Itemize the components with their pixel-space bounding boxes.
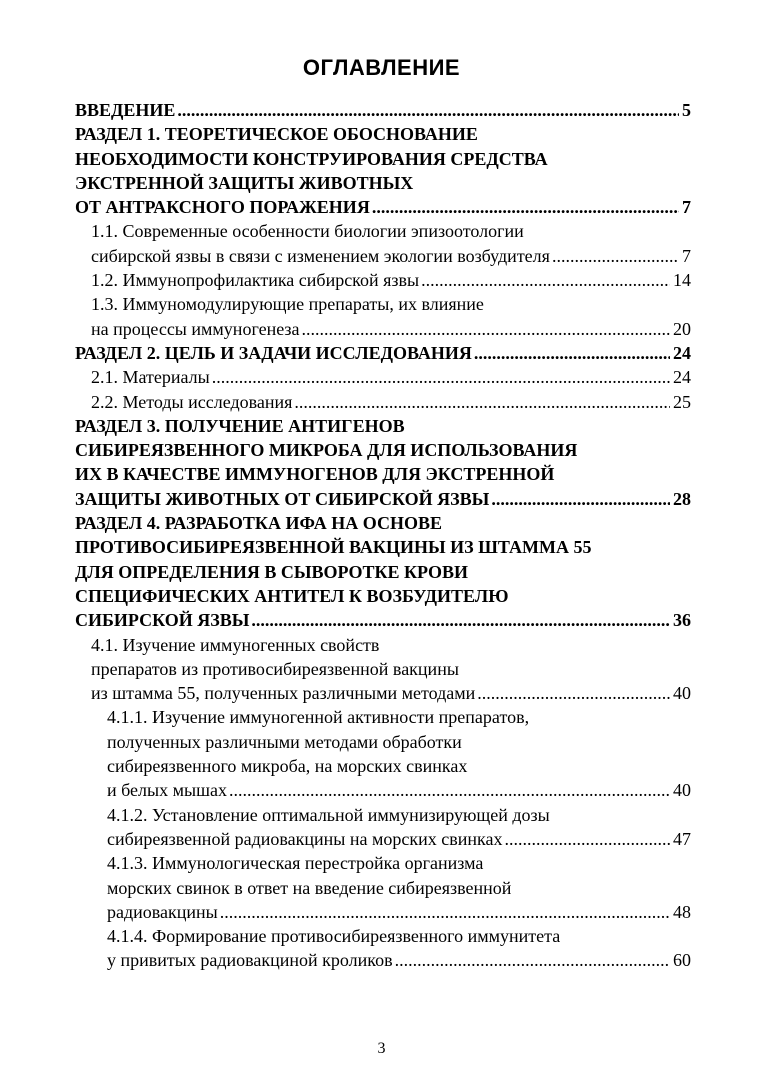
toc-entry-2-2[interactable] xyxy=(75,390,691,414)
leader-dots xyxy=(229,778,670,802)
toc-entry-text: НЕОБХОДИМОСТИ КОНСТРУИРОВАНИЯ СРЕДСТВА xyxy=(75,148,548,169)
leader-dots xyxy=(552,244,679,268)
leader-dots xyxy=(212,365,670,389)
leader-dots xyxy=(302,317,670,341)
toc-entry-text: 1.3. Иммуномодулирующие препараты, их влияние xyxy=(91,294,484,315)
toc-entry-text: ПРОТИВОСИБИРЕЯЗВЕННОЙ ВАКЦИНЫ ИЗ ШТАММА 55 xyxy=(75,537,592,558)
toc-entry-1-2[interactable] xyxy=(75,268,691,292)
toc-entry-section-2[interactable] xyxy=(75,341,691,365)
table-of-contents xyxy=(75,98,691,973)
toc-entry-text: на процессы иммуногенеза xyxy=(91,318,300,339)
toc-entry-text: 4.1.4. Формирование противосибиреязвенного иммунитета xyxy=(107,926,561,947)
leader-dots xyxy=(220,900,670,924)
toc-page-number: 36 xyxy=(673,610,691,631)
toc-page-number: 40 xyxy=(673,780,691,801)
leader-dots xyxy=(294,390,670,414)
leader-dots xyxy=(395,948,670,972)
toc-page-number: 60 xyxy=(673,950,691,971)
toc-page-number: 7 xyxy=(682,197,691,218)
toc-page-number: 14 xyxy=(673,270,691,291)
toc-entry-text: СПЕЦИФИЧЕСКИХ АНТИТЕЛ К ВОЗБУДИТЕЛЮ xyxy=(75,585,509,606)
toc-entry-text: РАЗДЕЛ 2. ЦЕЛЬ И ЗАДАЧИ ИССЛЕДОВАНИЯ xyxy=(75,342,472,363)
leader-dots xyxy=(474,341,670,365)
toc-entry-text: ОТ АНТРАКСНОГО ПОРАЖЕНИЯ xyxy=(75,197,370,218)
toc-entry-text: РАЗДЕЛ 1. ТЕОРЕТИЧЕСКОЕ ОБОСНОВАНИЕ xyxy=(75,124,478,145)
toc-entry-introduction[interactable] xyxy=(75,98,691,122)
toc-entry-text: 2.2. Методы исследования xyxy=(91,391,293,412)
leader-dots xyxy=(372,195,679,219)
toc-entry-text: 1.2. Иммунопрофилактика сибирской язвы xyxy=(91,270,420,291)
toc-entry-text: и белых мышах xyxy=(107,780,227,801)
toc-entry-text: ВВЕДЕНИЕ xyxy=(75,100,176,120)
toc-entry-text: радиовакцины xyxy=(107,901,218,922)
toc-entry-1-3[interactable] xyxy=(75,292,691,341)
toc-page-number: 24 xyxy=(673,342,691,363)
leader-dots xyxy=(421,268,670,292)
toc-entry-text: сибирской язвы в связи с изменением экологии возбудителя xyxy=(91,245,550,266)
toc-entry-text: 1.1. Современные особенности биологии эпизоотологии xyxy=(91,221,524,242)
leader-dots xyxy=(251,608,670,632)
toc-entry-text: сибиреязвенного микроба, на морских свинках xyxy=(107,756,468,777)
toc-entry-4-1-4[interactable] xyxy=(75,924,691,973)
toc-page-number: 28 xyxy=(673,488,691,509)
page-number: 3 xyxy=(377,1040,386,1057)
toc-entry-text: препаратов из противосибиреязвенной вакцины xyxy=(91,658,459,679)
toc-entry-section-4[interactable] xyxy=(75,511,691,632)
toc-page-number: 47 xyxy=(673,828,691,849)
leader-dots xyxy=(177,98,679,122)
toc-entry-4-1[interactable] xyxy=(75,633,691,706)
toc-entry-text: у привитых радиовакциной кроликов xyxy=(107,950,393,971)
toc-entry-text: СИБИРСКОЙ ЯЗВЫ xyxy=(75,610,250,631)
leader-dots xyxy=(491,487,670,511)
toc-entry-section-1[interactable] xyxy=(75,122,691,219)
toc-entry-4-1-1[interactable] xyxy=(75,705,691,802)
toc-page-number: 7 xyxy=(682,245,691,266)
toc-entry-text: ДЛЯ ОПРЕДЕЛЕНИЯ В СЫВОРОТКЕ КРОВИ xyxy=(75,561,468,582)
toc-page-number: 20 xyxy=(673,318,691,339)
toc-entry-text: 4.1.3. Иммунологическая перестройка организма xyxy=(107,853,484,874)
toc-entry-text: морских свинок в ответ на введение сибиреязвенной xyxy=(107,877,512,898)
toc-entry-text: ЗАЩИТЫ ЖИВОТНЫХ ОТ СИБИРСКОЙ ЯЗВЫ xyxy=(75,488,490,509)
toc-page-number: 48 xyxy=(673,901,691,922)
toc-entry-text: 4.1. Изучение иммуногенных свойств xyxy=(91,634,380,655)
leader-dots xyxy=(504,827,670,851)
toc-entry-text: РАЗДЕЛ 3. ПОЛУЧЕНИЕ АНТИГЕНОВ xyxy=(75,415,405,436)
toc-entry-text: 4.1.1. Изучение иммуногенной активности препаратов, xyxy=(107,707,530,728)
toc-entry-1-1[interactable] xyxy=(75,219,691,268)
toc-entry-text: ЭКСТРЕННОЙ ЗАЩИТЫ ЖИВОТНЫХ xyxy=(75,172,414,193)
toc-entry-text: из штамма 55, полученных различными методами xyxy=(91,683,476,704)
page-title: ОГЛАВЛЕНИЕ xyxy=(302,55,461,80)
toc-entry-text: СИБИРЕЯЗВЕННОГО МИКРОБА ДЛЯ ИСПОЛЬЗОВАНИЯ xyxy=(75,440,578,461)
toc-page-number: 5 xyxy=(682,100,691,120)
toc-entry-section-3[interactable] xyxy=(75,414,691,511)
toc-entry-4-1-3[interactable] xyxy=(75,851,691,924)
toc-entry-text: 2.1. Материалы xyxy=(91,367,210,388)
toc-entry-2-1[interactable] xyxy=(75,365,691,389)
toc-entry-text: РАЗДЕЛ 4. РАЗРАБОТКА ИФА НА ОСНОВЕ xyxy=(75,513,443,534)
toc-entry-text: 4.1.2. Установление оптимальной иммунизирующей дозы xyxy=(107,804,550,825)
toc-entry-text: ИХ В КАЧЕСТВЕ ИММУНОГЕНОВ ДЛЯ ЭКСТРЕННОЙ xyxy=(75,464,555,485)
toc-page-number: 40 xyxy=(673,683,691,704)
toc-page-number: 25 xyxy=(673,391,691,412)
toc-entry-text: полученных различными методами обработки xyxy=(107,731,462,752)
toc-entry-4-1-2[interactable] xyxy=(75,803,691,852)
leader-dots xyxy=(477,681,670,705)
toc-entry-text: сибиреязвенной радиовакцины на морских свинках xyxy=(107,828,503,849)
toc-page-number: 24 xyxy=(673,367,691,388)
